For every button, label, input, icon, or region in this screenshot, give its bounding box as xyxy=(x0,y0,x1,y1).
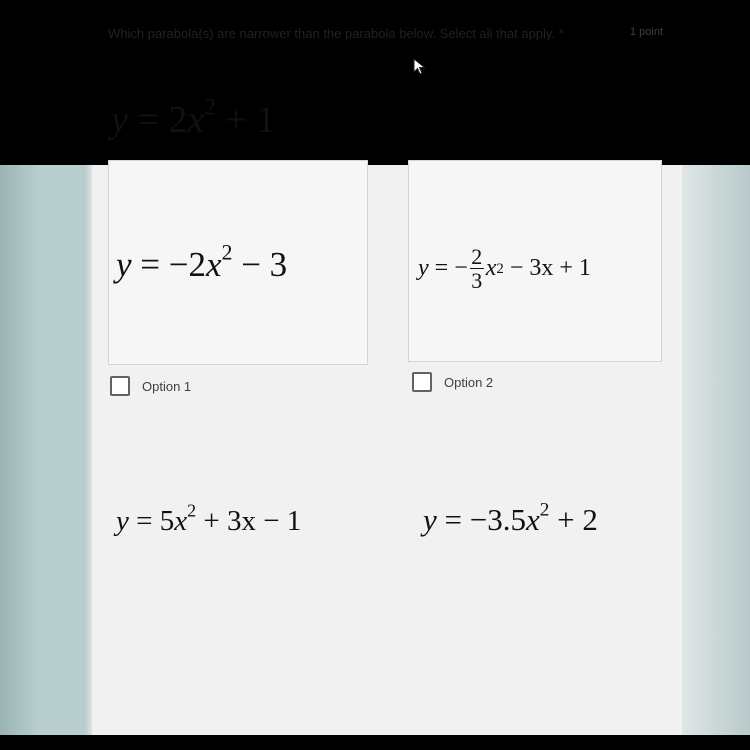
option-1-equation: $y = -2x^2 - 3$ xyxy=(116,240,288,284)
option-1-row[interactable] xyxy=(110,376,191,396)
reference-equation: $y = 2x^2 + 1$ xyxy=(111,94,276,141)
option-2-equation: y = − $\frac{2}{3}$ x 2 − 3x + 1 xyxy=(418,244,591,293)
checkbox-empty-icon[interactable] xyxy=(412,372,432,392)
option-1-label[interactable]: Option 1 xyxy=(142,378,192,394)
mouse-pointer-icon xyxy=(412,58,428,76)
question-text: Which parabola(s) are narrower than the parabola below. Select all that apply. * xyxy=(108,26,564,41)
option-3-equation: $y = 5x^2 + 3x - 1$ xyxy=(116,500,302,537)
checkbox-empty-icon[interactable] xyxy=(110,376,130,396)
required-asterisk: * xyxy=(558,26,564,41)
option-2-label[interactable]: Option 2 xyxy=(444,374,494,390)
points-label: 1 point xyxy=(630,26,664,38)
option-2-row[interactable] xyxy=(412,372,493,392)
option-4-equation: $y = -3.5x^2 + 2$ xyxy=(423,499,598,537)
fraction: $\frac{2}{3}$ xyxy=(471,244,483,293)
